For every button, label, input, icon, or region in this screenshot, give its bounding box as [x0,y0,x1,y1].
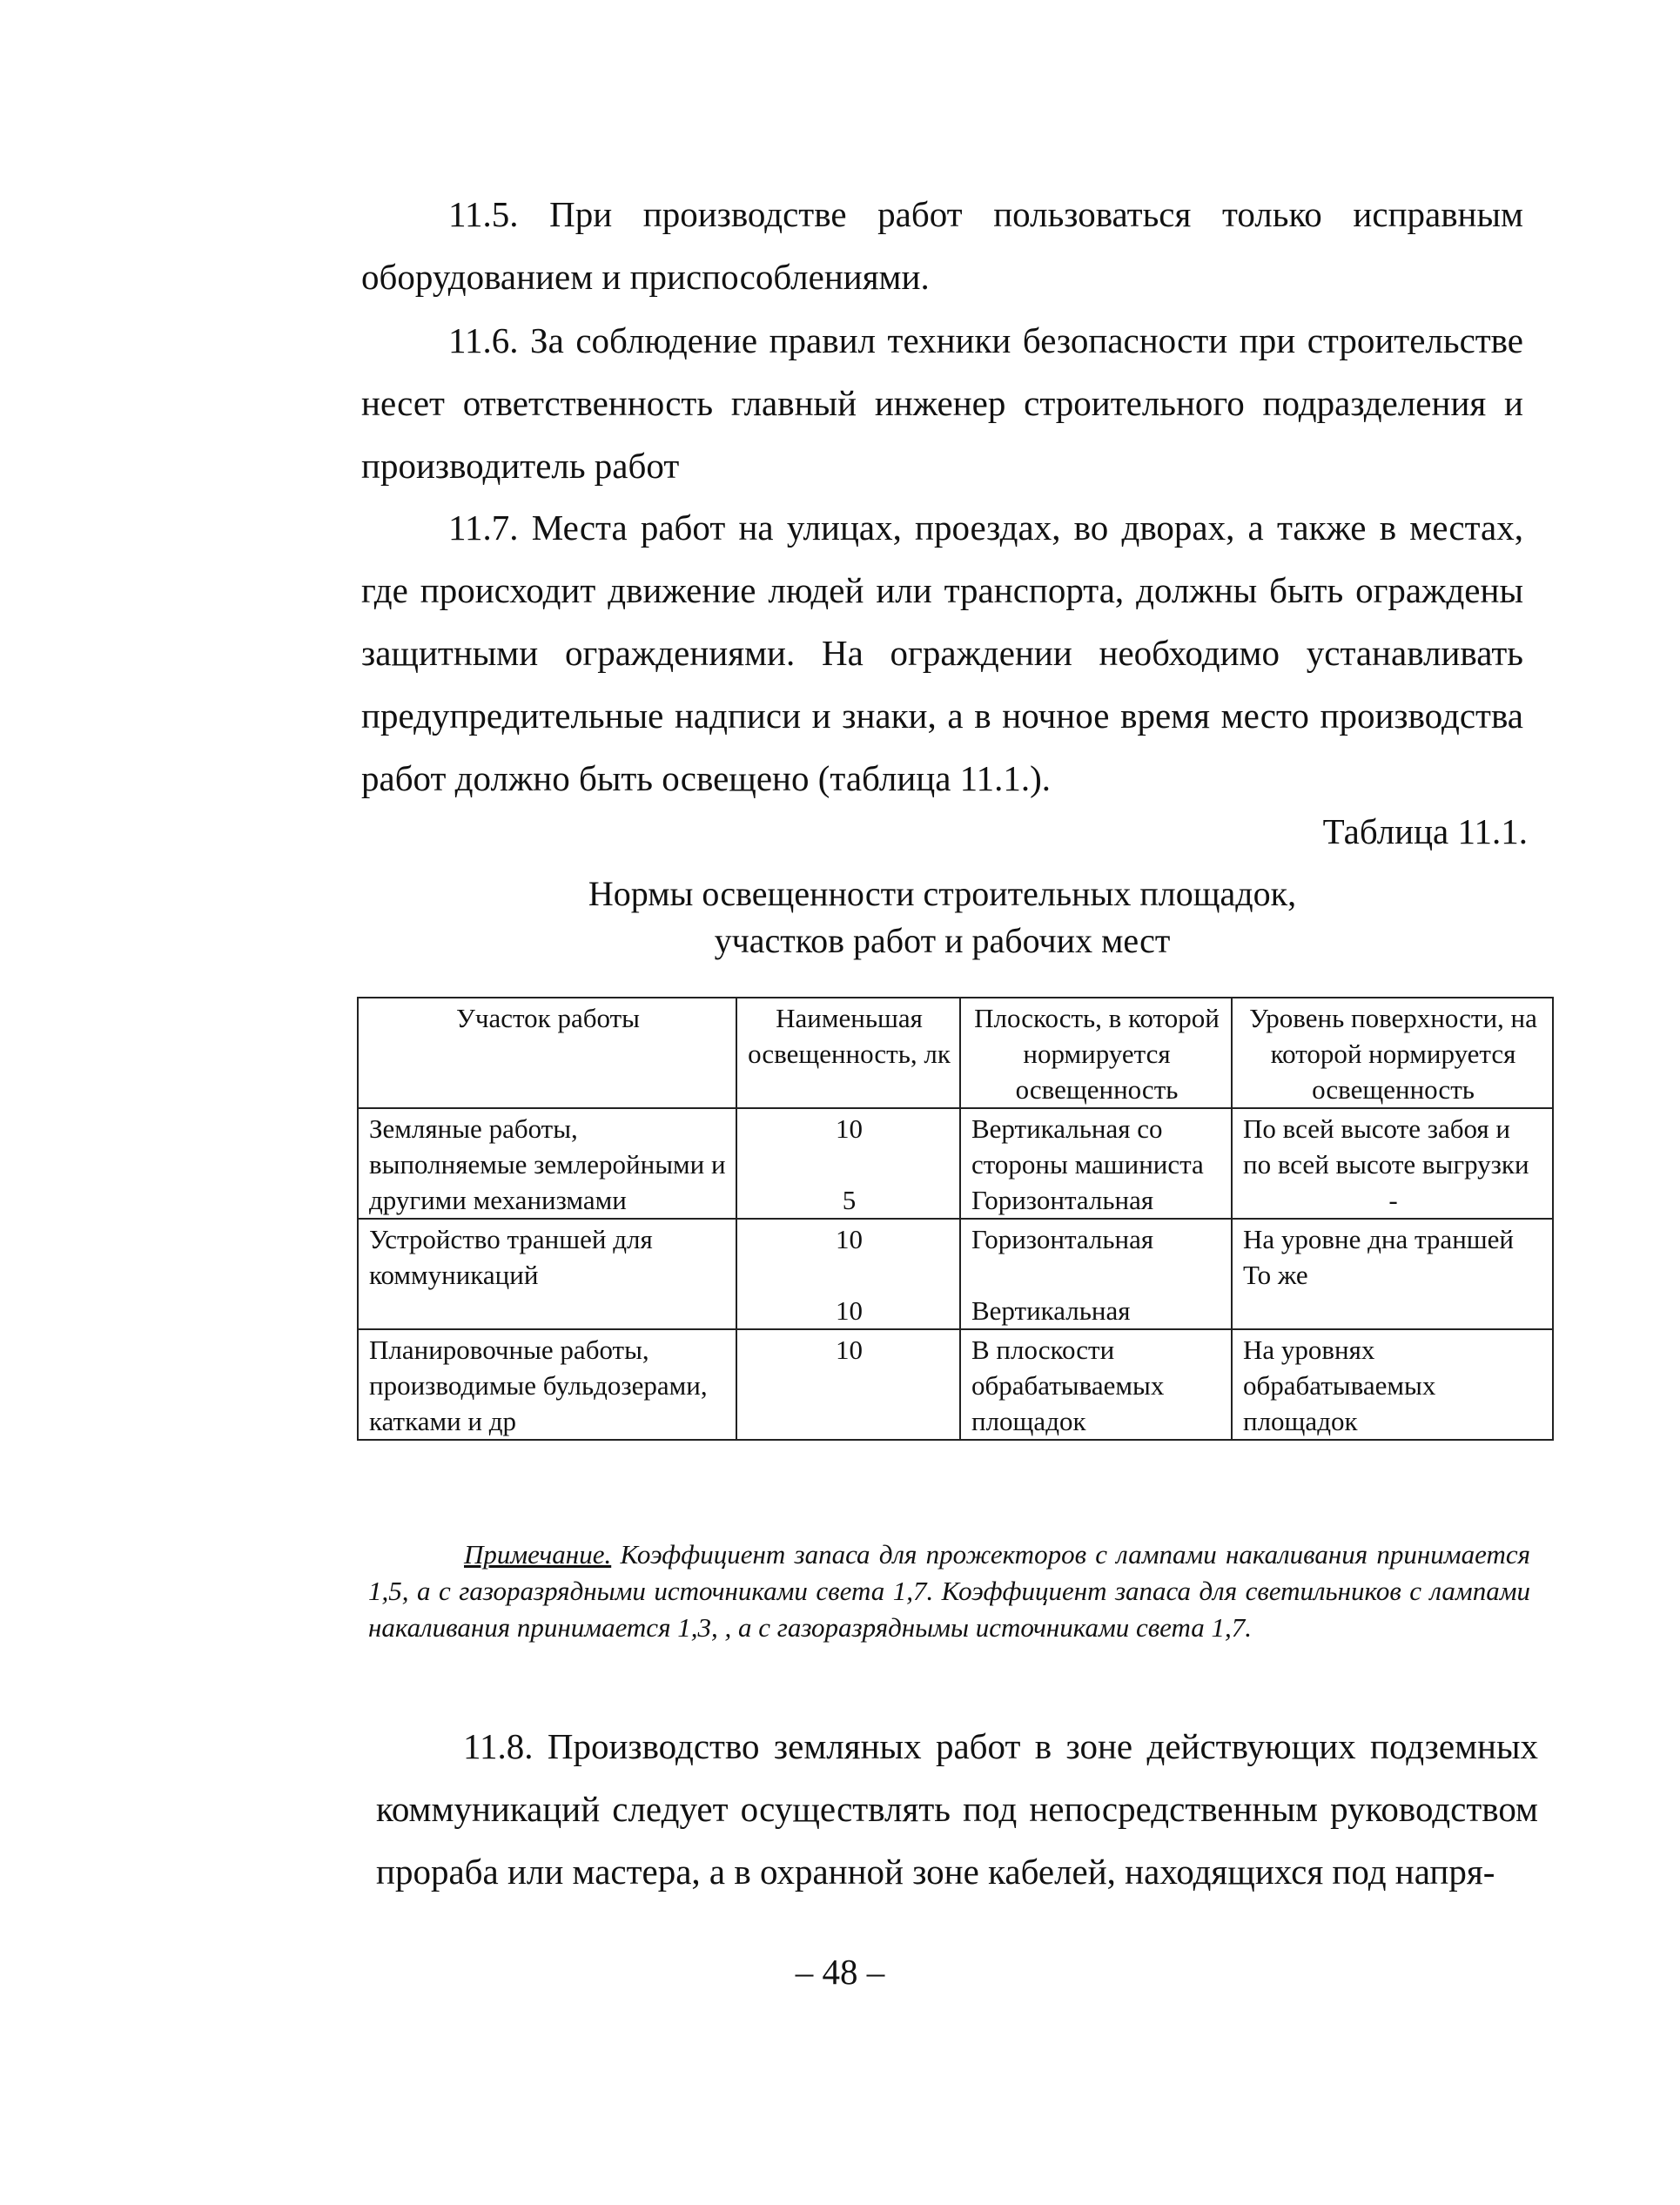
header-work-area: Участок работы [358,998,736,1108]
cell-level: На уровнях обрабатываемых площадок [1232,1329,1553,1440]
cell-lux [736,1219,960,1329]
illumination-norms-table [357,997,1554,1441]
page-number: – 48 – [795,1952,885,1992]
paragraph-11-6: 11.6. За соблюдение правил техники безопасности при строительстве несет ответственность главный инженер строительного подразделения и производитель работ [361,320,1523,486]
note-label: Примечание. [464,1539,612,1570]
cell-plane-value-1: Вертикальная со стороны машиниста [971,1113,1204,1180]
cell-lux-value-2: 5 [842,1185,857,1215]
cell-plane [960,1219,1232,1329]
cell-plane: В плоскости обрабатываемых площадок [960,1329,1232,1440]
header-plane: Плоскость, в которой нормируется освещенность [960,998,1232,1108]
header-min-illumination: Наименьшая освещенность, лк [736,998,960,1108]
cell-plane [960,1108,1232,1219]
cell-area: Планировочные работы, производимые бульдозерами, катками и др [358,1329,736,1440]
paragraph-11-5: 11.5. При производстве работ пользоваться только исправным оборудованием и приспособлениями. [361,194,1523,297]
cell-lux-value-2: 10 [836,1295,863,1326]
note-text: Коэффициент запаса для прожекторов с лампами накаливания принимается 1,5, а с газоразрядными источниками света 1,7. Коэффициент запаса для светильников с лампами накаливания принимается 1,3, , а с газоразряднымы источниками света 1,7. [368,1539,1530,1643]
cell-level-value-2: То же [1243,1260,1308,1290]
cell-level-value-1: По всей высоте забоя и по всей высоте выгрузки [1243,1113,1529,1180]
table-row [358,1329,1553,1440]
table-title [361,871,1523,965]
cell-level-value-1: На уровне дна траншей [1243,1224,1514,1254]
cell-plane-value-1: Горизонтальная [971,1224,1154,1254]
cell-area: Земляные работы, выполняемые землеройными и другими механизмами [358,1108,736,1219]
cell-lux-value-1: 10 [836,1113,863,1144]
table-title-line-2: участков работ и рабочих мест [714,921,1171,960]
table-row [358,1219,1553,1329]
table-header-row [358,998,1553,1108]
table-note [368,1536,1530,1646]
cell-plane-value-2: Горизонтальная [971,1185,1154,1215]
cell-area: Устройство траншей для коммуникаций [358,1219,736,1329]
table-number: Таблица 11.1. [1322,811,1528,851]
cell-lux-value-1: 10 [836,1224,863,1254]
cell-lux: 10 [736,1329,960,1440]
table-row [358,1108,1553,1219]
header-surface-level: Уровень поверхности, на которой нормируется освещенность [1232,998,1553,1108]
cell-level [1232,1219,1553,1329]
paragraph-11-8: 11.8. Производство земляных работ в зоне действующих подземных коммуникаций следует осуществлять под непосредственным руководством прораба или мастера, а в охранной зоне кабелей, находящихся под напря- [376,1726,1538,1892]
cell-plane-value-2: Вертикальная [971,1295,1131,1326]
paragraph-11-7: 11.7. Места работ на улицах, проездах, во дворах, а также в местах, где происходит движение людей или транспорта, должны быть ограждены защитными ограждениями. На ограждении необходимо устанавливать предупредительные надписи и знаки, а в ночное время место производства работ должно быть освещено (таблица 11.1.). [361,508,1523,798]
cell-level-value-2: - [1388,1185,1398,1215]
cell-lux [736,1108,960,1219]
table-title-line-1: Нормы освещенности строительных площадок, [588,874,1297,913]
cell-level [1232,1108,1553,1219]
